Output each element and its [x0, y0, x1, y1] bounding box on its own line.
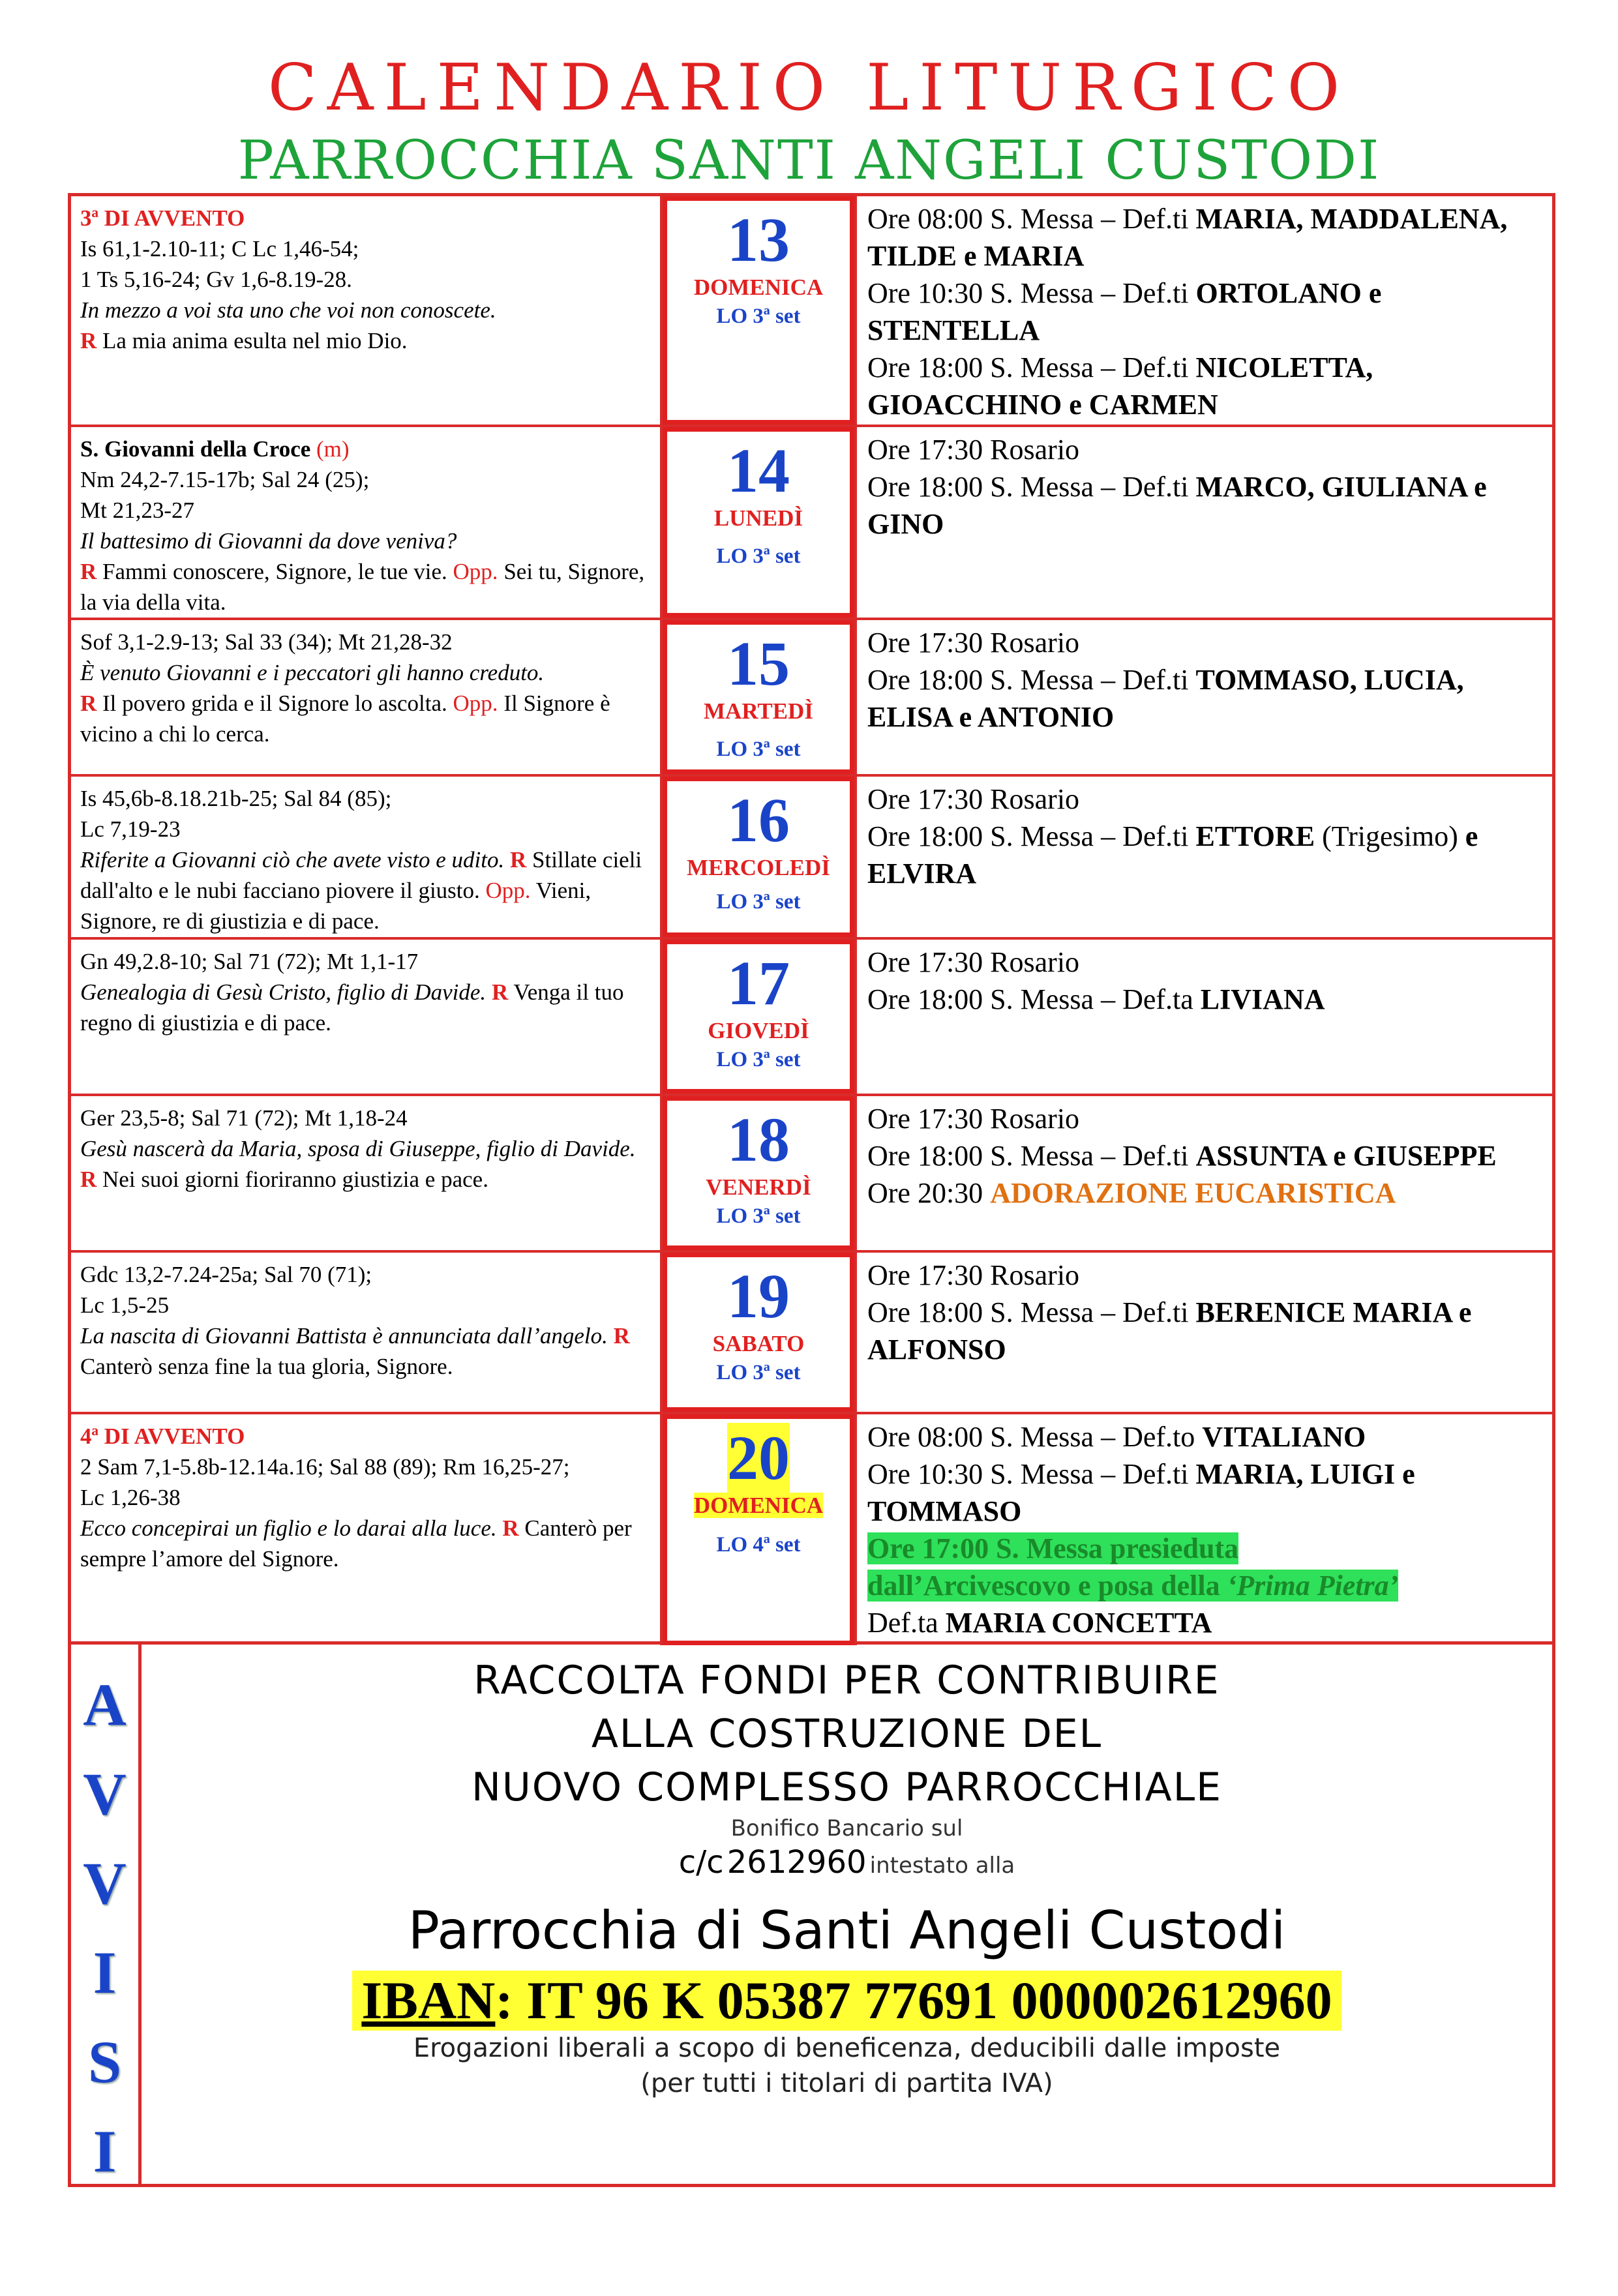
liturgy-week: LO 3ª set	[716, 1204, 801, 1228]
day-row-16	[71, 777, 1552, 940]
liturgy-week: LO 3ª set	[716, 544, 801, 568]
readings-cell: 4ª DI AVVENTO 2 Sam 7,1-5.8b-12.14a.16; Sal 88 (89); Rm 16,25-27; Lc 1,26-38 Ecco concepirai un figlio e lo darai alla luce. R Canterò per sempre l’amore del Signore.	[71, 1414, 663, 1645]
readings-cell: Gn 49,2.8-10; Sal 71 (72); Mt 1,1-17 Genealogia di Gesù Cristo, figlio di Davide. R Venga il tuo regno di giustizia e di pace.	[71, 940, 663, 1094]
day-number: 15	[727, 629, 790, 698]
celebration-heading: S. Giovanni della Croce	[80, 436, 311, 462]
liturgy-week: LO 3ª set	[716, 890, 801, 914]
schedule-cell	[854, 1096, 1552, 1250]
day-row-14	[71, 427, 1552, 620]
schedule-line: Ore 08:00 S. Messa – Def.to VITALIANO	[867, 1421, 1366, 1453]
schedule-cell	[854, 427, 1552, 618]
schedule-line: Ore 10:30 S. Messa – Def.ti ORTOLANO e STENTELLA	[867, 277, 1382, 346]
reading-refs: Is 61,1-2.10-11; C Lc 1,46-54;	[80, 236, 359, 261]
avvisi-content	[142, 1645, 1552, 2184]
day-name: SABATO	[712, 1331, 805, 1356]
schedule-cell	[854, 1414, 1552, 1645]
iban-line[interactable]: IBAN: IT 96 K 05387 77691 000002612960	[142, 1971, 1552, 2031]
schedule-line: Ore 18:00 S. Messa – Def.ta LIVIANA	[867, 983, 1325, 1015]
bonifico-label: Bonifico Bancario sul	[730, 1815, 963, 1841]
page-title: CALENDARIO LITURGICO	[267, 51, 1351, 125]
reading-refs: Mt 21,23-27	[80, 498, 194, 523]
page-subtitle: PARROCCHIA SANTI ANGELI CUSTODI	[237, 130, 1381, 192]
liturgy-week: LO 3ª set	[716, 305, 801, 328]
day-name: MARTEDÌ	[704, 698, 813, 724]
readings-cell: S. Giovanni della Croce (m) Nm 24,2-7.15-17b; Sal 24 (25); Mt 21,23-27 Il battesimo di Giovanni da dove veniva? R Fammi conoscere, Signore, le tue vie. Opp. Sei tu, Signore, la via della vita.	[71, 427, 663, 618]
day-row-19	[71, 1253, 1552, 1414]
liturgy-week: LO 4ª set	[716, 1533, 801, 1557]
antiphon-quote: È venuto Giovanni e i peccatori gli hanno creduto.	[80, 660, 545, 685]
day-number: 19	[727, 1261, 790, 1331]
fundraising-line: RACCOLTA FONDI PER CONTRIBUIRE	[473, 1658, 1220, 1703]
calendar-table	[68, 193, 1555, 1645]
avvisi-section	[68, 1645, 1555, 2187]
schedule-line: Ore 18:00 S. Messa – Def.ti ASSUNTA e GIUSEPPE	[867, 1140, 1497, 1172]
schedule-line: Ore 17:30 Rosario	[867, 627, 1080, 659]
schedule-line: Ore 18:00 S. Messa – Def.ti TOMMASO, LUCIA, ELISA e ANTONIO	[867, 664, 1464, 733]
day-row-13	[71, 196, 1552, 427]
parish-name: Parrocchia di Santi Angeli Custodi	[408, 1900, 1286, 1961]
memorial-tag: (m)	[316, 436, 350, 462]
fundraising-line: ALLA COSTRUZIONE DEL	[591, 1711, 1103, 1757]
date-cell	[663, 620, 854, 774]
day-name: DOMENICA	[693, 1493, 824, 1518]
reading-refs: Is 45,6b-8.18.21b-25; Sal 84 (85);	[80, 786, 392, 811]
schedule-cell	[854, 620, 1552, 774]
readings-cell	[71, 196, 663, 425]
readings-cell: Ger 23,5-8; Sal 71 (72); Mt 1,18-24 Gesù nascerà da Maria, sposa di Giuseppe, figlio di Davide. R Nei suoi giorni fioriranno giustizia e pace.	[71, 1096, 663, 1250]
tax-note: Erogazioni liberali a scopo di beneficenza, deducibili dalle imposte	[413, 2033, 1281, 2063]
schedule-line: Ore 17:30 Rosario	[867, 1103, 1080, 1135]
reading-refs: 1 Ts 5,16-24; Gv 1,6-8.19-28.	[80, 267, 352, 292]
reading-refs: Gn 49,2.8-10; Sal 71 (72); Mt 1,1-17	[80, 949, 419, 974]
date-cell	[663, 777, 854, 937]
schedule-line: Def.ta MARIA CONCETTA	[867, 1607, 1212, 1639]
reading-refs: 2 Sam 7,1-5.8b-12.14a.16; Sal 88 (89); Rm 16,25-27;	[80, 1454, 570, 1480]
schedule-cell	[854, 777, 1552, 937]
reading-refs: Ger 23,5-8; Sal 71 (72); Mt 1,18-24	[80, 1105, 408, 1131]
reading-refs: Lc 1,5-25	[80, 1292, 170, 1318]
schedule-line: Ore 18:00 S. Messa – Def.ti NICOLETTA, GIOACCHINO e CARMEN	[867, 351, 1373, 421]
day-number: 16	[727, 785, 790, 855]
response-marker: R	[80, 328, 97, 353]
day-name: GIOVEDÌ	[708, 1018, 809, 1043]
reading-refs: Sof 3,1-2.9-13; Sal 33 (34); Mt 21,28-32	[80, 629, 453, 655]
day-row-15	[71, 620, 1552, 777]
liturgy-week: LO 3ª set	[716, 1048, 801, 1071]
readings-cell: Sof 3,1-2.9-13; Sal 33 (34); Mt 21,28-32 È venuto Giovanni e i peccatori gli hanno creduto. R Il povero grida e il Signore lo ascolta. Opp. Il Signore è vicino a chi lo cerca.	[71, 620, 663, 774]
schedule-line: Ore 20:30 ADORAZIONE EUCARISTICA	[867, 1177, 1396, 1209]
schedule-line: Ore 17:30 Rosario	[867, 946, 1080, 978]
day-row-20	[71, 1414, 1552, 1645]
schedule-line: Ore 18:00 S. Messa – Def.ti ETTORE (Trigesimo) e ELVIRA	[867, 820, 1478, 889]
celebration-heading: 3ª DI AVVENTO	[80, 205, 245, 231]
schedule-cell	[854, 1253, 1552, 1412]
special-mass-line: dall’Arcivescovo e posa della ‘Prima Pietra’	[867, 1570, 1399, 1602]
reading-refs: Lc 1,26-38	[80, 1485, 181, 1510]
adoration-event: ADORAZIONE EUCARISTICA	[990, 1177, 1396, 1209]
schedule-line: Ore 18:00 S. Messa – Def.ti MARCO, GIULIANA e GINO	[867, 471, 1487, 540]
reading-refs: Lc 7,19-23	[80, 816, 181, 842]
date-cell	[663, 196, 854, 425]
day-number: 13	[727, 205, 790, 275]
day-number: 14	[727, 436, 790, 505]
date-cell	[663, 427, 854, 618]
avvisi-label: A V V I S I	[71, 1645, 142, 2184]
response-text: La mia anima esulta nel mio Dio.	[102, 328, 408, 353]
readings-cell: Gdc 13,2-7.24-25a; Sal 70 (71); Lc 1,5-25 La nascita di Giovanni Battista è annunciata dall’angelo. R Canterò senza fine la tua gloria, Signore.	[71, 1253, 663, 1412]
day-row-17	[71, 940, 1552, 1096]
antiphon-quote: Il battesimo di Giovanni da dove veniva?	[80, 528, 457, 554]
day-name: LUNEDÌ	[713, 505, 803, 531]
day-name: DOMENICA	[693, 275, 824, 300]
reading-refs: Nm 24,2-7.15-17b; Sal 24 (25);	[80, 467, 370, 492]
tax-note: (per tutti i titolari di partita IVA)	[640, 2068, 1053, 2098]
day-name: MERCOLEDÌ	[687, 855, 830, 880]
day-number: 17	[727, 948, 790, 1018]
account-line: c/c 2612960 intestato alla	[678, 1844, 1015, 1881]
day-name: VENERDÌ	[706, 1174, 811, 1200]
schedule-cell	[854, 196, 1552, 425]
day-row-18	[71, 1096, 1552, 1253]
day-number: 18	[727, 1105, 790, 1174]
schedule-line: Ore 18:00 S. Messa – Def.ti BERENICE MARIA e ALFONSO	[867, 1296, 1472, 1365]
special-mass-line: Ore 17:00 S. Messa presieduta	[867, 1532, 1239, 1564]
date-cell	[663, 1096, 854, 1250]
schedule-line: Ore 17:30 Rosario	[867, 783, 1080, 815]
reading-refs: Gdc 13,2-7.24-25a; Sal 70 (71);	[80, 1262, 372, 1287]
schedule-line: Ore 10:30 S. Messa – Def.ti MARIA, LUIGI e TOMMASO	[867, 1458, 1415, 1527]
day-number: 20	[727, 1423, 790, 1493]
schedule-line: Ore 17:30 Rosario	[867, 1259, 1080, 1291]
fundraising-line: NUOVO COMPLESSO PARROCCHIALE	[471, 1765, 1223, 1810]
date-cell	[663, 940, 854, 1094]
liturgy-week: LO 3ª set	[716, 738, 801, 761]
antiphon-quote: In mezzo a voi sta uno che voi non conoscete.	[80, 297, 496, 323]
schedule-cell	[854, 940, 1552, 1094]
date-cell	[663, 1253, 854, 1412]
liturgy-week: LO 3ª set	[716, 1361, 801, 1384]
celebration-heading: 4ª DI AVVENTO	[80, 1424, 245, 1449]
schedule-line: Ore 17:30 Rosario	[867, 434, 1080, 466]
schedule-line: Ore 08:00 S. Messa – Def.ti MARIA, MADDALENA, TILDE e MARIA	[867, 203, 1508, 272]
readings-cell: Is 45,6b-8.18.21b-25; Sal 84 (85); Lc 7,19-23 Riferite a Giovanni ciò che avete visto e udito. R Stillate cieli dall'alto e le nubi facciano piovere il giusto. Opp. Vieni, Signore, re di giustizia e di pace.	[71, 777, 663, 937]
date-cell	[663, 1414, 854, 1645]
